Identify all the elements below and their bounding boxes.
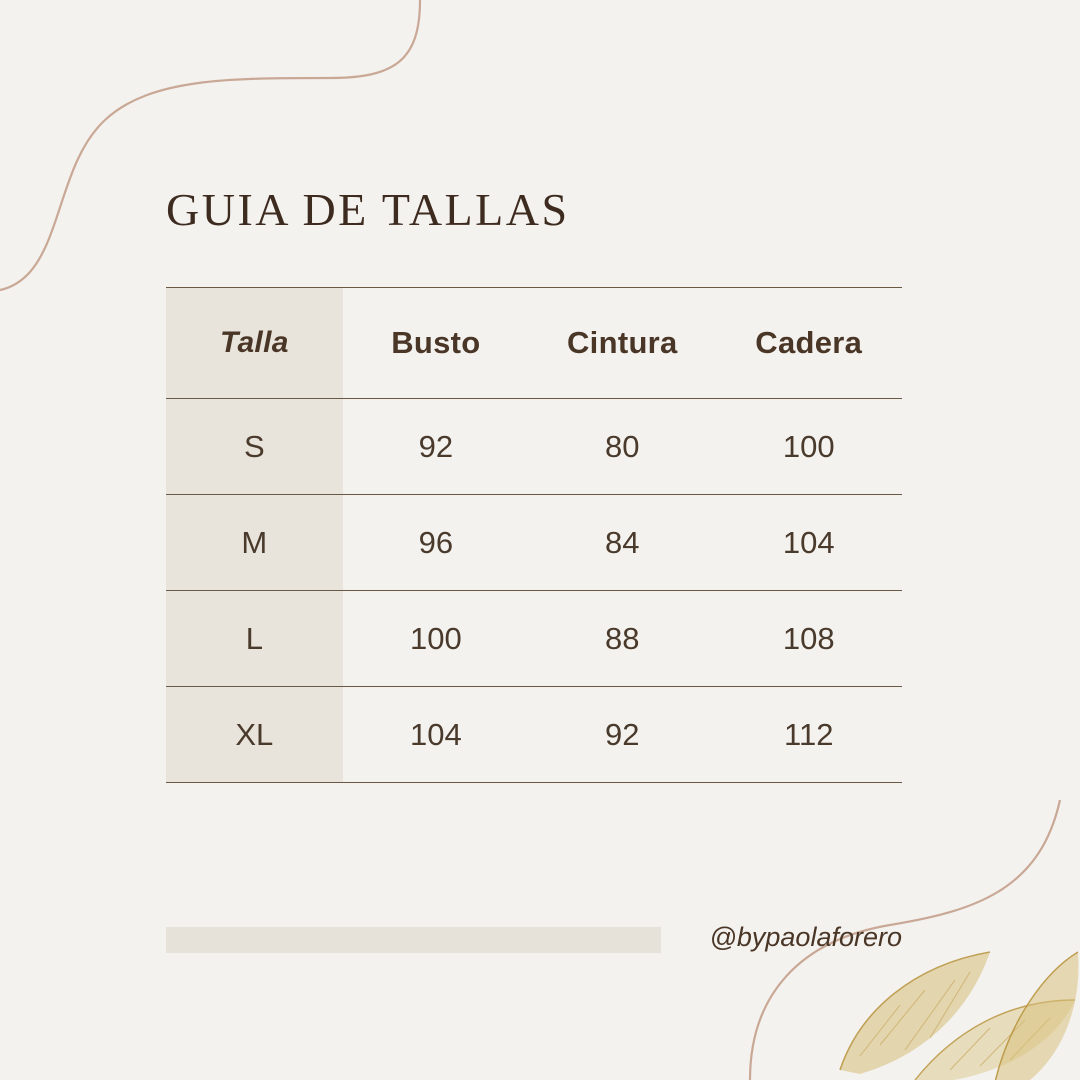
column-header-busto: Busto: [343, 288, 529, 399]
cell-cintura: 92: [529, 687, 715, 783]
table-row: [166, 687, 902, 783]
table-body: [166, 399, 902, 783]
column-header-talla: Talla: [166, 288, 343, 399]
cell-cadera: 100: [716, 399, 902, 495]
size-guide-table-container: [166, 287, 902, 783]
cell-talla: M: [166, 495, 343, 591]
cell-talla: S: [166, 399, 343, 495]
cell-busto: 100: [343, 591, 529, 687]
table-header-row: [166, 288, 902, 399]
cell-cadera: 108: [716, 591, 902, 687]
cell-talla: L: [166, 591, 343, 687]
cell-busto: 104: [343, 687, 529, 783]
column-header-cintura: Cintura: [529, 288, 715, 399]
footer-divider-bar: [166, 927, 661, 953]
column-header-cadera: Cadera: [716, 288, 902, 399]
leaf-icon: [820, 860, 1080, 1080]
cell-busto: 96: [343, 495, 529, 591]
cell-cintura: 88: [529, 591, 715, 687]
table-row: [166, 495, 902, 591]
decorative-curve-top-left: [0, 0, 430, 320]
table-row: [166, 591, 902, 687]
cell-talla: XL: [166, 687, 343, 783]
table-header: [166, 288, 902, 399]
cell-cadera: 104: [716, 495, 902, 591]
cell-busto: 92: [343, 399, 529, 495]
page-title: GUIA DE TALLAS: [166, 183, 570, 235]
cell-cintura: 84: [529, 495, 715, 591]
table-row: [166, 399, 902, 495]
social-handle: @bypaolaforero: [709, 922, 902, 952]
cell-cadera: 112: [716, 687, 902, 783]
cell-cintura: 80: [529, 399, 715, 495]
size-guide-table: [166, 287, 902, 783]
